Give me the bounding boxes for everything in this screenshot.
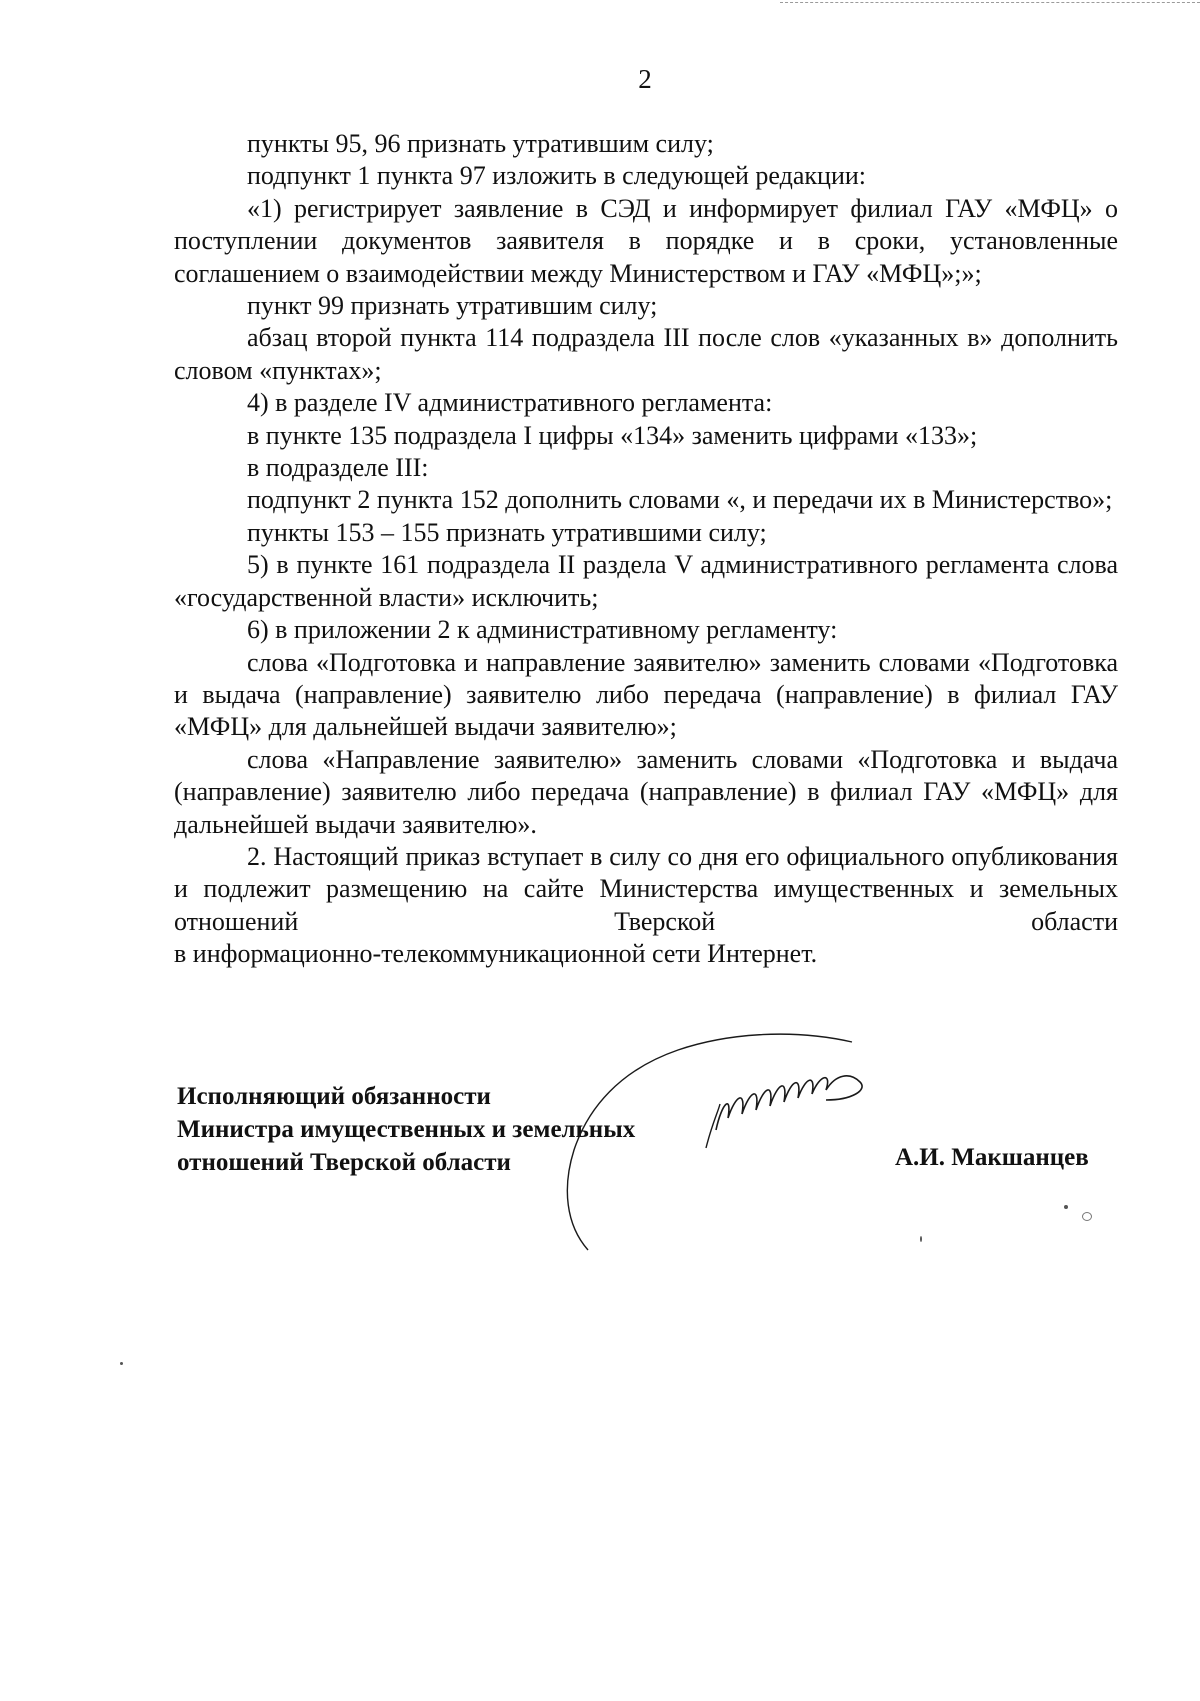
signatory-name: А.И. Макшанцев <box>895 1144 1089 1171</box>
signatory-position-line-3: отношений Тверской области <box>177 1149 511 1176</box>
paragraph-16: в информационно-телекоммуникационной сети Интернет. <box>174 939 818 969</box>
paragraph-14: слова «Направление заявителю» заменить словами «Подготовка и выдача (направление) заявителю либо передача (направление) в филиал ГАУ «МФЦ» для дальнейшей выдачи заявителю». <box>174 744 1118 839</box>
paragraph-11: 5) в пункте 161 подраздела II раздела V административного регламента слова «государственной власти» исключить; <box>174 550 1118 612</box>
paragraph-8: в подразделе III: <box>247 453 429 483</box>
paragraph-5: абзац второй пункта 114 подраздела III после слов «указанных в» дополнить словом «пунктах»; <box>174 323 1118 385</box>
signatory-position-line-1: Исполняющий обязанности <box>177 1083 491 1110</box>
paragraph-2: подпункт 1 пункта 97 изложить в следующей редакции: <box>247 161 866 191</box>
page-number: 2 <box>638 64 652 94</box>
scan-speck <box>1082 1212 1092 1221</box>
scan-speck <box>120 1362 123 1365</box>
paragraph-7: в пункте 135 подраздела I цифры «134» заменить цифрами «133»; <box>247 420 978 450</box>
signatory-position-line-2: Министра имущественных и земельных <box>177 1116 636 1143</box>
paragraph-9: подпункт 2 пункта 152 дополнить словами «, и передачи их в Министерство»; <box>247 485 1113 515</box>
scan-speck <box>1064 1205 1068 1209</box>
paragraph-3: «1) регистрирует заявление в СЭД и информирует филиал ГАУ «МФЦ» о поступлении документов заявителя в порядке и в сроки, установленные соглашением о взаимодействии между Министерством и ГАУ «МФЦ»;»; <box>174 193 1118 288</box>
paragraph-1: пункты 95, 96 признать утратившим силу; <box>247 129 714 158</box>
paragraph-4: пункт 99 признать утратившим силу; <box>247 291 658 321</box>
scan-edge-line <box>780 2 1200 3</box>
paragraph-10: пункты 153 – 155 признать утратившими силу; <box>247 517 767 547</box>
document-body <box>174 128 1118 971</box>
paragraph-15: 2. Настоящий приказ вступает в силу со дня его официального опубликования и подлежит размещению на сайте Министерства имущественных и земельных отношений Тверской области <box>174 841 1118 936</box>
scan-speck <box>920 1236 922 1242</box>
handwritten-signature <box>560 1020 940 1260</box>
paragraph-6: 4) в разделе IV административного регламента: <box>247 388 773 418</box>
paragraph-13: слова «Подготовка и направление заявителю» заменить словами «Подготовка и выдача (направление) заявителю либо передача (направление) в филиал ГАУ «МФЦ» для дальнейшей выдачи заявителю»; <box>174 647 1118 742</box>
paragraph-12: 6) в приложении 2 к административному регламенту: <box>247 615 838 645</box>
